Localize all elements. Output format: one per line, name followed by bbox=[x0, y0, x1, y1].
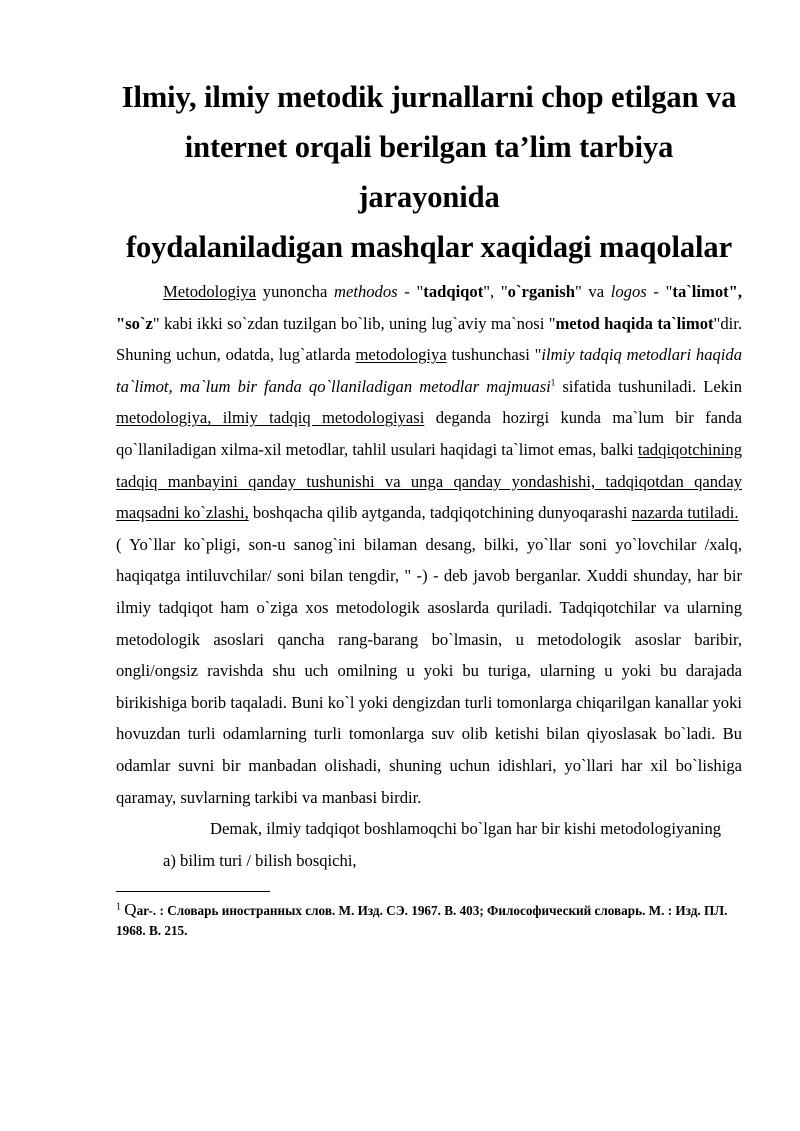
document-body bbox=[116, 276, 742, 876]
footnote-text: ar-. : Словарь иностранных слов. М. Изд. СЭ. 1967. В. 403; Философический словарь. М. : Изд. ПЛ. 1968. В. 215. bbox=[116, 903, 728, 939]
title-line-2: internet orqali berilgan ta’lim tarbiya jarayonida bbox=[184, 130, 674, 214]
footnote-separator bbox=[116, 891, 270, 892]
text-run: - " bbox=[646, 282, 673, 301]
footnote bbox=[116, 900, 742, 941]
term-metodologiya: Metodologiya bbox=[163, 282, 257, 301]
underlined-phrase-3: nazarda tutiladi. bbox=[631, 503, 739, 523]
definition-quote: ilmiy tadqiq metodlari haqida ta`limot, ma`lum bir fanda qo`llaniladigan metodlar majmuasi bbox=[116, 345, 743, 396]
text-run: tushunchasi " bbox=[446, 345, 542, 365]
text-run: yunoncha bbox=[256, 282, 334, 301]
text-run: " va bbox=[574, 282, 611, 301]
term-metodologiya-2: metodologiya bbox=[355, 345, 447, 365]
footnote-number: 1 bbox=[116, 901, 121, 913]
underlined-phrase-2: tadqiqotchining tadqiq manbayini qanday tushunishi va unga qanday yondashishi, tadqiqotdan qanday maqsadni ko`zlashi, bbox=[116, 439, 742, 523]
text-run: boshqacha qilib aytganda, tadqiqotchining dunyoqarashi bbox=[248, 503, 632, 523]
list-item-a: a) bilim turi / bilish bosqichi, bbox=[163, 850, 357, 870]
paragraph-demak: Demak, ilmiy tadqiqot boshlamoqchi bo`lgan har bir kishi metodologiyaning bbox=[210, 819, 722, 839]
text-run: ", " bbox=[483, 282, 508, 301]
title-line-3: foydalaniladigan mashqlar xaqidagi maqolalar bbox=[125, 230, 733, 264]
term-logos: logos bbox=[610, 282, 647, 301]
document-title bbox=[116, 72, 742, 272]
paragraph-methodology bbox=[116, 276, 742, 529]
text-run: sifatida tushuniladi. Lekin bbox=[555, 376, 742, 396]
term-metod-haqida-talimot: metod haqida ta`limot bbox=[555, 313, 714, 333]
document-page bbox=[116, 72, 742, 941]
text-run: - " bbox=[397, 282, 424, 301]
paragraph-roads: ( Yo`llar ko`pligi, son-u sanog`ini bilaman desang, bilki, yo`llar soni yo`lovchilar /xalq, haqiqatga intiluvchilar/ soni bilan tengdir, " -) - deb javob berganlar. Xuddi shunday, har bir ilmiy tadqiqot ham o`ziga xos metodologik asoslarda quriladi. Tadqiqotchilar va ularning metodologik asoslari qancha rang-barang bo`lmasin, u metodologik asoslar baribir, ongli/ongsiz ravishda shu uch omilning u yoki bu turiga, ularning u yoki bu darajada birikishiga borib taqaladi. Buni ko`l yoki dengizdan turli tomonlarga chiqarilgan kanallar yoki hovuzdan turli odamlarning turli tomonlarga suv olib ketishi bilan qiyoslasak bo`ladi. Bu odamlar suvni bir manbadan olishadi, shuning uchun idishlari, yo`llari har xil bo`lishiga qaramay, suvlarning tarkibi va manbasi birdir. bbox=[116, 534, 742, 807]
term-talimot-soz: ta`limot", "so`z bbox=[116, 282, 742, 333]
text-run: " kabi ikki so`zdan tuzilgan bo`lib, uning lug`aviy ma`nosi " bbox=[152, 313, 556, 333]
text-run: deganda hozirgi kunda ma`lum bir fanda qo`llaniladigan xilma-xil metodlar, tahlil usulari haqidagi ta`limot emas, balki bbox=[116, 408, 743, 459]
footnote-prefix: Q bbox=[124, 900, 137, 920]
text-run: "dir. Shuning uchun, odatda, lug`atlarda bbox=[116, 313, 742, 365]
underlined-phrase-1: metodologiya, ilmiy tadqiq metodologiyasi bbox=[116, 408, 425, 428]
title-line-1: Ilmiy, ilmiy metodik jurnallarni chop etilgan va bbox=[121, 80, 737, 114]
term-methodos: methodos bbox=[334, 282, 398, 301]
footnote-ref: 1 bbox=[550, 377, 556, 388]
term-tadqiqot: tadqiqot bbox=[423, 282, 484, 301]
term-organish: o`rganish bbox=[507, 282, 575, 301]
